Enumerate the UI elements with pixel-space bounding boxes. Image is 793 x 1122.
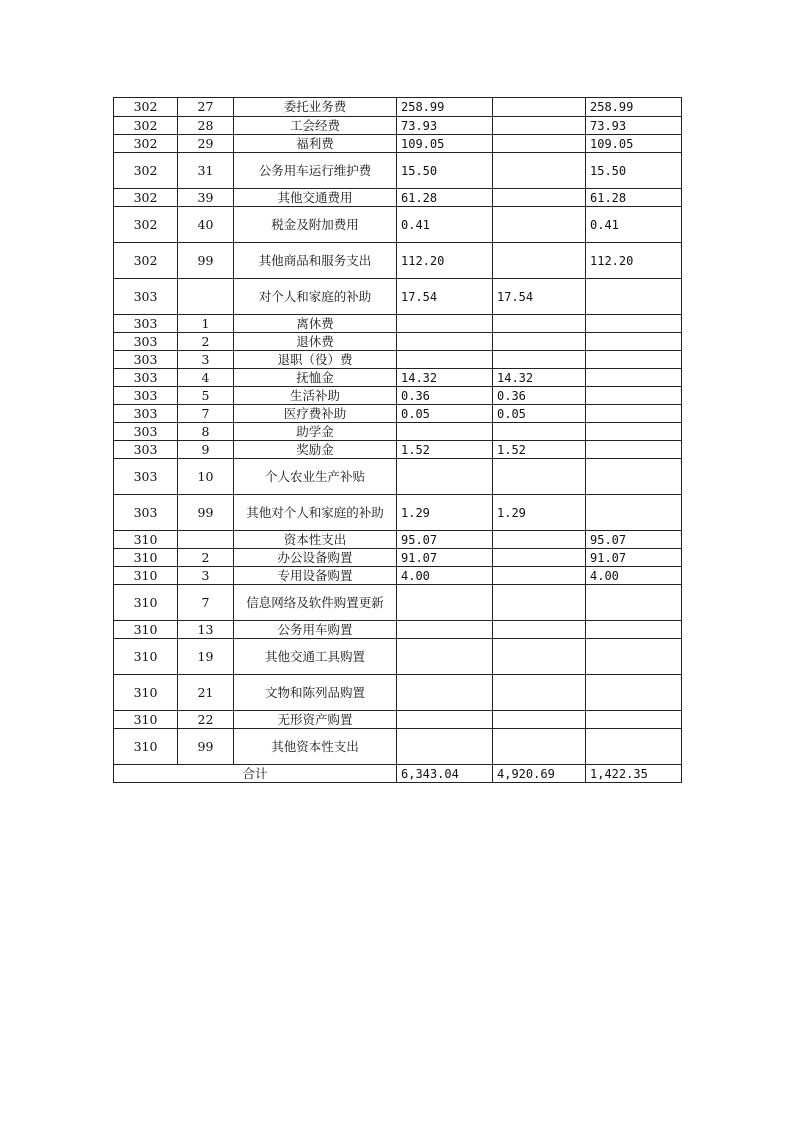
amount-total: 1.52 xyxy=(397,441,493,459)
item-code: 21 xyxy=(178,675,234,711)
table-row xyxy=(114,729,682,765)
amount-basic xyxy=(493,729,586,765)
table-row xyxy=(114,387,682,405)
item-name: 退休费 xyxy=(234,333,397,351)
class-code: 310 xyxy=(114,585,178,621)
item-code: 99 xyxy=(178,243,234,279)
table-row xyxy=(114,153,682,189)
amount-total: 112.20 xyxy=(397,243,493,279)
class-code: 310 xyxy=(114,621,178,639)
item-name: 抚恤金 xyxy=(234,369,397,387)
item-name: 税金及附加费用 xyxy=(234,207,397,243)
amount-project xyxy=(586,639,682,675)
amount-project xyxy=(586,279,682,315)
table-row xyxy=(114,621,682,639)
amount-basic xyxy=(493,567,586,585)
class-code: 303 xyxy=(114,333,178,351)
amount-basic xyxy=(493,189,586,207)
item-code: 22 xyxy=(178,711,234,729)
amount-total xyxy=(397,351,493,369)
amount-project xyxy=(586,585,682,621)
amount-total xyxy=(397,621,493,639)
amount-total: 73.93 xyxy=(397,117,493,135)
amount-basic xyxy=(493,459,586,495)
amount-total xyxy=(397,639,493,675)
class-code: 302 xyxy=(114,117,178,135)
amount-basic: 1.52 xyxy=(493,441,586,459)
table-row xyxy=(114,711,682,729)
item-name: 其他对个人和家庭的补助 xyxy=(234,495,397,531)
item-code: 99 xyxy=(178,495,234,531)
table-row xyxy=(114,459,682,495)
amount-total xyxy=(397,423,493,441)
amount-total: 1.29 xyxy=(397,495,493,531)
class-code: 303 xyxy=(114,315,178,333)
table-row xyxy=(114,441,682,459)
total-basic: 4,920.69 xyxy=(493,765,586,783)
class-code: 302 xyxy=(114,98,178,117)
item-name: 生活补助 xyxy=(234,387,397,405)
amount-basic xyxy=(493,98,586,117)
table-row xyxy=(114,567,682,585)
item-name: 其他交通工具购置 xyxy=(234,639,397,675)
amount-project xyxy=(586,711,682,729)
class-code: 302 xyxy=(114,135,178,153)
item-name: 离休费 xyxy=(234,315,397,333)
item-code: 9 xyxy=(178,441,234,459)
amount-total: 91.07 xyxy=(397,549,493,567)
class-code: 303 xyxy=(114,459,178,495)
item-name: 工会经费 xyxy=(234,117,397,135)
amount-total: 258.99 xyxy=(397,98,493,117)
total-project: 1,422.35 xyxy=(586,765,682,783)
item-name: 委托业务费 xyxy=(234,98,397,117)
amount-basic xyxy=(493,153,586,189)
class-code: 303 xyxy=(114,279,178,315)
amount-total: 15.50 xyxy=(397,153,493,189)
class-code: 302 xyxy=(114,189,178,207)
table-row xyxy=(114,639,682,675)
item-code xyxy=(178,531,234,549)
item-code: 5 xyxy=(178,387,234,405)
table-row xyxy=(114,117,682,135)
amount-total xyxy=(397,711,493,729)
amount-total: 0.36 xyxy=(397,387,493,405)
class-code: 303 xyxy=(114,369,178,387)
class-code: 310 xyxy=(114,531,178,549)
item-code: 19 xyxy=(178,639,234,675)
class-code: 302 xyxy=(114,153,178,189)
amount-basic xyxy=(493,333,586,351)
amount-project xyxy=(586,495,682,531)
table-row xyxy=(114,333,682,351)
amount-total xyxy=(397,333,493,351)
amount-project xyxy=(586,621,682,639)
class-code: 303 xyxy=(114,495,178,531)
table-row xyxy=(114,675,682,711)
total-row xyxy=(114,765,682,783)
amount-total xyxy=(397,729,493,765)
item-name: 奖励金 xyxy=(234,441,397,459)
table-row xyxy=(114,207,682,243)
item-name: 公务用车购置 xyxy=(234,621,397,639)
class-code: 303 xyxy=(114,441,178,459)
item-code: 3 xyxy=(178,567,234,585)
table-row xyxy=(114,585,682,621)
amount-project: 61.28 xyxy=(586,189,682,207)
amount-basic xyxy=(493,135,586,153)
amount-basic: 0.05 xyxy=(493,405,586,423)
table-row xyxy=(114,369,682,387)
amount-total: 4.00 xyxy=(397,567,493,585)
item-name: 其他商品和服务支出 xyxy=(234,243,397,279)
amount-total xyxy=(397,459,493,495)
table-row xyxy=(114,279,682,315)
item-name: 对个人和家庭的补助 xyxy=(234,279,397,315)
item-name: 专用设备购置 xyxy=(234,567,397,585)
class-code: 303 xyxy=(114,387,178,405)
amount-basic xyxy=(493,315,586,333)
amount-total: 109.05 xyxy=(397,135,493,153)
class-code: 303 xyxy=(114,351,178,369)
amount-basic xyxy=(493,585,586,621)
amount-total: 0.05 xyxy=(397,405,493,423)
item-code: 1 xyxy=(178,315,234,333)
amount-project xyxy=(586,675,682,711)
amount-basic xyxy=(493,549,586,567)
class-code: 303 xyxy=(114,423,178,441)
amount-total: 17.54 xyxy=(397,279,493,315)
table-row xyxy=(114,549,682,567)
item-code: 29 xyxy=(178,135,234,153)
item-name: 个人农业生产补贴 xyxy=(234,459,397,495)
amount-basic: 17.54 xyxy=(493,279,586,315)
item-code: 2 xyxy=(178,333,234,351)
class-code: 310 xyxy=(114,729,178,765)
amount-project xyxy=(586,333,682,351)
table-row xyxy=(114,423,682,441)
amount-total xyxy=(397,675,493,711)
amount-basic xyxy=(493,351,586,369)
class-code: 310 xyxy=(114,549,178,567)
item-code: 2 xyxy=(178,549,234,567)
item-code: 31 xyxy=(178,153,234,189)
class-code: 303 xyxy=(114,405,178,423)
item-name: 文物和陈列品购置 xyxy=(234,675,397,711)
total-sum: 6,343.04 xyxy=(397,765,493,783)
item-code: 7 xyxy=(178,585,234,621)
amount-basic: 1.29 xyxy=(493,495,586,531)
amount-basic xyxy=(493,675,586,711)
table-body xyxy=(114,98,682,765)
item-name: 其他交通费用 xyxy=(234,189,397,207)
table-row xyxy=(114,351,682,369)
amount-basic xyxy=(493,423,586,441)
amount-project xyxy=(586,387,682,405)
class-code: 302 xyxy=(114,243,178,279)
amount-project: 73.93 xyxy=(586,117,682,135)
total-label: 合计 xyxy=(114,765,397,783)
table-row xyxy=(114,495,682,531)
table-row xyxy=(114,531,682,549)
table-row xyxy=(114,405,682,423)
item-name: 助学金 xyxy=(234,423,397,441)
amount-total xyxy=(397,585,493,621)
amount-project: 0.41 xyxy=(586,207,682,243)
item-code: 39 xyxy=(178,189,234,207)
table-row xyxy=(114,135,682,153)
amount-project xyxy=(586,423,682,441)
amount-basic xyxy=(493,243,586,279)
amount-total: 95.07 xyxy=(397,531,493,549)
item-code xyxy=(178,279,234,315)
amount-project: 112.20 xyxy=(586,243,682,279)
amount-basic: 14.32 xyxy=(493,369,586,387)
item-code: 4 xyxy=(178,369,234,387)
amount-basic xyxy=(493,621,586,639)
budget-table xyxy=(113,97,682,783)
item-code: 8 xyxy=(178,423,234,441)
item-code: 10 xyxy=(178,459,234,495)
item-code: 7 xyxy=(178,405,234,423)
item-code: 13 xyxy=(178,621,234,639)
amount-project xyxy=(586,315,682,333)
amount-project: 258.99 xyxy=(586,98,682,117)
table-row xyxy=(114,243,682,279)
item-code: 3 xyxy=(178,351,234,369)
amount-project xyxy=(586,351,682,369)
amount-project: 95.07 xyxy=(586,531,682,549)
item-name: 无形资产购置 xyxy=(234,711,397,729)
item-name: 退职（役）费 xyxy=(234,351,397,369)
amount-project xyxy=(586,459,682,495)
item-name: 其他资本性支出 xyxy=(234,729,397,765)
class-code: 310 xyxy=(114,639,178,675)
amount-total: 61.28 xyxy=(397,189,493,207)
table-row xyxy=(114,98,682,117)
amount-basic xyxy=(493,531,586,549)
class-code: 310 xyxy=(114,675,178,711)
table-row xyxy=(114,189,682,207)
item-name: 办公设备购置 xyxy=(234,549,397,567)
amount-project xyxy=(586,729,682,765)
amount-basic: 0.36 xyxy=(493,387,586,405)
amount-total xyxy=(397,315,493,333)
item-name: 医疗费补助 xyxy=(234,405,397,423)
amount-basic xyxy=(493,117,586,135)
class-code: 310 xyxy=(114,567,178,585)
class-code: 310 xyxy=(114,711,178,729)
amount-project: 109.05 xyxy=(586,135,682,153)
item-code: 99 xyxy=(178,729,234,765)
amount-project xyxy=(586,405,682,423)
amount-project xyxy=(586,441,682,459)
amount-project: 91.07 xyxy=(586,549,682,567)
item-name: 福利费 xyxy=(234,135,397,153)
item-code: 40 xyxy=(178,207,234,243)
class-code: 302 xyxy=(114,207,178,243)
item-code: 27 xyxy=(178,98,234,117)
item-name: 信息网络及软件购置更新 xyxy=(234,585,397,621)
table-row xyxy=(114,315,682,333)
item-name: 资本性支出 xyxy=(234,531,397,549)
amount-project: 15.50 xyxy=(586,153,682,189)
amount-total: 0.41 xyxy=(397,207,493,243)
amount-basic xyxy=(493,711,586,729)
amount-basic xyxy=(493,207,586,243)
amount-total: 14.32 xyxy=(397,369,493,387)
amount-project xyxy=(586,369,682,387)
item-code: 28 xyxy=(178,117,234,135)
item-name: 公务用车运行维护费 xyxy=(234,153,397,189)
amount-basic xyxy=(493,639,586,675)
amount-project: 4.00 xyxy=(586,567,682,585)
